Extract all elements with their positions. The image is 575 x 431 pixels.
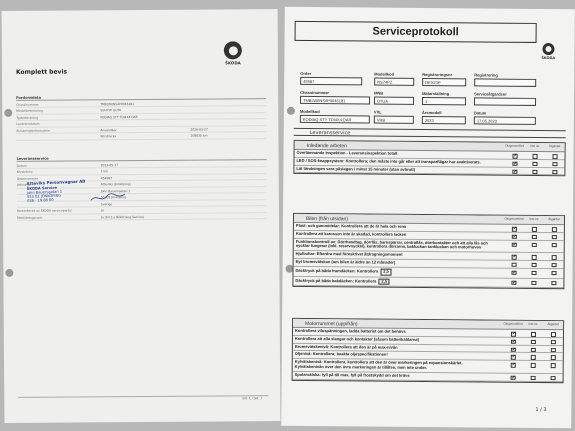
info-value: Användbar xyxy=(100,127,117,132)
model-code-label: Modellkod xyxy=(374,71,395,77)
col-fixed-label: Åtgärdat xyxy=(548,217,560,222)
fixed-checkbox[interactable] xyxy=(551,332,556,337)
info-value-secondary xyxy=(191,183,267,184)
not-ok-checkbox[interactable] xyxy=(531,340,536,345)
info-key: Körsträcka xyxy=(16,169,33,174)
info-key: Ordernummer xyxy=(16,176,38,181)
brand-wordmark: ŠKODA xyxy=(541,55,556,61)
fixed-checkbox[interactable] xyxy=(552,162,557,167)
skoda-logo xyxy=(541,43,555,60)
fixed-checkbox[interactable] xyxy=(551,348,556,353)
info-value-secondary xyxy=(191,209,267,210)
not-ok-checkbox[interactable] xyxy=(531,376,536,381)
punch-hole xyxy=(5,269,13,277)
info-value: Sverige xyxy=(100,201,113,206)
fixed-checkbox[interactable] xyxy=(551,340,556,345)
info-value: 454987 xyxy=(100,175,113,180)
stamp-line: John Bauersgatan 1 xyxy=(26,189,63,195)
certificate-sheet xyxy=(2,9,281,423)
ok-checkbox[interactable] xyxy=(511,355,516,360)
stamp-line: ŠKODA Service xyxy=(26,185,57,191)
section-title: Inledande arbeten xyxy=(306,142,347,150)
item-text: Däcktryck på båda framdäcken: Kontrollera 2,5 xyxy=(295,268,491,277)
not-ok-checkbox[interactable] xyxy=(533,154,538,159)
info-row xyxy=(16,133,266,141)
skoda-logo-icon xyxy=(542,43,554,55)
fixed-checkbox[interactable] xyxy=(552,170,557,175)
info-value: KODIAQ STY TDI4X4 DAR xyxy=(100,114,138,119)
checklist-section xyxy=(292,318,565,383)
model-label: Modellkod xyxy=(299,108,320,115)
fixed-checkbox[interactable] xyxy=(552,227,557,232)
model-year-value: 2023 xyxy=(422,116,466,124)
stamp-line: Atteviks Personvagnar AB xyxy=(26,178,86,187)
col-ok-label: Ok/genomförd xyxy=(503,321,523,326)
info-value-secondary xyxy=(191,164,267,165)
item-text: Kontrollera att karossen inte är skadad, kontrollera lacken xyxy=(295,230,407,237)
checklist-section xyxy=(292,213,565,290)
signature xyxy=(89,191,129,203)
odometer-label: Mätarställning xyxy=(422,90,450,97)
fixed-checkbox[interactable] xyxy=(553,154,558,159)
skoda-logo xyxy=(224,41,242,65)
info-value: 55302 Jönköping xyxy=(100,195,127,200)
item-text: Kontrollera vilospänningen, ladda batteriet om det behövs xyxy=(294,327,406,334)
info-value-secondary xyxy=(191,177,267,178)
order-label: Order xyxy=(300,70,312,76)
info-value: SUHTYP GUTA xyxy=(100,108,122,113)
info-value: TMBLW6NS4P0046181 xyxy=(100,101,135,106)
checklist-item xyxy=(293,372,563,382)
ok-checkbox[interactable] xyxy=(513,154,518,159)
info-value: 1 km xyxy=(100,169,109,174)
fixed-checkbox[interactable] xyxy=(552,243,557,248)
fixed-checkbox[interactable] xyxy=(551,271,556,276)
not-ok-checkbox[interactable] xyxy=(531,280,536,285)
odometer-value: 1 xyxy=(422,97,466,105)
page-number: 1 / 3 xyxy=(535,406,547,414)
item-text: Oljenivå: Kontrollera; beakta oljespecifikationen! xyxy=(294,351,388,358)
checklist-item xyxy=(293,276,563,288)
gearbox-label: VXL xyxy=(373,109,382,115)
info-value-secondary xyxy=(191,196,267,197)
item-text: Byt bromsvätskan (om bilen är äldre än 12 månader) xyxy=(295,258,396,265)
reg-number-label: Registreringsnr xyxy=(422,71,453,78)
service-action-label: Serviceåtgärdsnr xyxy=(474,91,507,97)
registration-value xyxy=(474,78,536,87)
model-code-value: NS74PZ xyxy=(374,78,414,86)
item-text: Kontrollera att alla slangar och kontakter (såsom batterikablarna) xyxy=(294,335,420,342)
item-text: Överlämnande inspektion - Leveransinspektion totalt xyxy=(296,149,398,156)
gearbox-value: VRB xyxy=(374,116,414,124)
model-year-label: Årsmodell xyxy=(421,109,442,116)
section-title: Bilen (från utsidan) xyxy=(305,215,348,223)
date-label: Datum xyxy=(473,110,487,116)
order-value: 45587 xyxy=(300,77,362,86)
model-value: KODIAQ STY TDI4X4 DAR xyxy=(300,115,370,124)
service-type-bar xyxy=(294,128,566,138)
col-notok-label: Inte ok xyxy=(528,321,538,326)
col-notok-label: Inte ok xyxy=(530,143,540,148)
ok-checkbox[interactable] xyxy=(511,340,516,345)
info-value: Ja xyxy=(100,208,104,213)
ok-checkbox[interactable] xyxy=(512,235,517,240)
dealer-stamp xyxy=(26,179,97,203)
tire-pressure-value: 2,5 xyxy=(378,278,390,285)
not-ok-checkbox[interactable] xyxy=(532,263,537,268)
item-text: Plast- och gummidelar: Kontrollera att de är hela och rena xyxy=(295,222,407,229)
reg-number-value: DEX23P xyxy=(422,78,466,86)
not-ok-checkbox[interactable] xyxy=(532,162,537,167)
mnb-label: MNB xyxy=(374,90,384,96)
info-key: Chassinummer xyxy=(16,102,39,107)
info-value-secondary xyxy=(191,203,267,204)
ok-checkbox[interactable] xyxy=(512,255,517,260)
chassis-label: Chassinummer xyxy=(300,89,330,96)
vehicle-header xyxy=(294,71,566,129)
ok-checkbox[interactable] xyxy=(511,280,516,285)
not-ok-checkbox[interactable] xyxy=(532,271,537,276)
not-ok-checkbox[interactable] xyxy=(532,243,537,248)
skoda-logo-icon xyxy=(224,41,242,59)
checklist-section xyxy=(293,140,565,177)
col-fixed-label: Åtgärdat xyxy=(548,144,561,149)
service-action-value xyxy=(474,97,536,106)
item-text: Däcktryck på båda bakdäcken: Kontrollera 2,5 xyxy=(295,277,491,286)
info-value-secondary xyxy=(191,216,267,217)
ok-checkbox[interactable] xyxy=(511,332,516,337)
col-ok-label: Ok/genomförd xyxy=(504,216,524,221)
stamp-line: 553 02 JÖNKÖPING xyxy=(26,193,62,199)
col-notok-label: Inte ok xyxy=(529,216,539,221)
date-value: 17.05.2023 xyxy=(474,116,536,125)
info-value xyxy=(100,123,190,124)
not-ok-checkbox[interactable] xyxy=(532,227,537,232)
checklist-item xyxy=(294,165,564,175)
fixed-checkbox[interactable] xyxy=(552,255,557,260)
item-text: Kylvätskenivå: Kontrollera, kontrollera att den är över markeringen på expansionskärlet. Kylvätskenivån över den övre markeringen är tillåten, men inte under. xyxy=(294,359,463,370)
not-ok-checkbox[interactable] xyxy=(531,363,536,368)
item-text: Bromsvätskenivå: Kontrollera att den är på max-nivån xyxy=(294,343,398,350)
info-key: Utförd av xyxy=(16,182,31,187)
fixed-checkbox[interactable] xyxy=(552,263,557,268)
ok-checkbox[interactable] xyxy=(511,347,516,352)
info-key: Leveransdatum xyxy=(16,121,40,126)
info-value: Körsträcka xyxy=(100,134,117,139)
info-value: John Bauersgatan 1 xyxy=(100,188,131,193)
info-key xyxy=(17,204,101,205)
chassis-value: TMBLW6NS4P0046181 xyxy=(300,96,370,105)
item-text: LED / SOS-knappsystem: Kontrollera; den måste inte går eller att transparflågar har avaktiverats. xyxy=(296,157,481,165)
info-value-secondary xyxy=(191,170,267,171)
ok-checkbox[interactable] xyxy=(512,162,517,167)
not-ok-checkbox[interactable] xyxy=(532,170,537,175)
stamp-line: 036 - 19 88 00 xyxy=(27,197,54,203)
service-section-title: Leveransservice xyxy=(17,155,267,162)
info-value-secondary xyxy=(191,190,267,191)
registration-label: Registrering xyxy=(474,72,498,78)
item-text: Spolarvätska: fyll på till max, fyll på frostskydd om det krävs xyxy=(294,371,410,378)
service-protocol-sheet xyxy=(281,7,575,429)
item-text: Funktionskontroll av: Dörrhandtag, dörrlås, barnspärrar, centrallås, dörrkontakter och att alla lås och nycklar fungerar (inkl. reservnyckel), kontrollera dörrarna, bakluckan tankluckan och motorhuven xyxy=(295,238,488,250)
protocol-title: Serviceprotokoll xyxy=(295,21,537,43)
certificate-title: Komplett bevis xyxy=(15,68,68,76)
not-ok-checkbox[interactable] xyxy=(531,332,536,337)
item-text: Hjulbultar: Efterdra med föreskrivet åtdragningsmoment xyxy=(295,251,403,257)
service-type-label: Leveransservice xyxy=(309,129,351,137)
ok-checkbox[interactable] xyxy=(512,227,517,232)
info-value-secondary xyxy=(190,109,266,110)
info-value-secondary xyxy=(190,122,266,123)
ok-checkbox[interactable] xyxy=(511,363,516,368)
info-value: Ja (till 1:a Bilkörning Service) xyxy=(100,214,145,219)
info-value: 2023-05-17 xyxy=(100,162,119,167)
page-number: Sid. 1 / Sid. 1 xyxy=(242,396,263,401)
item-text: Lät tändningen vara påslagen i minst 15 minuter (utan avbrott) xyxy=(296,165,416,172)
fixed-checkbox[interactable] xyxy=(551,281,556,286)
not-ok-checkbox[interactable] xyxy=(531,355,536,360)
vehicle-section-title: Fordonsdata xyxy=(16,94,266,101)
info-row xyxy=(17,213,267,221)
not-ok-checkbox[interactable] xyxy=(532,255,537,260)
not-ok-checkbox[interactable] xyxy=(532,235,537,240)
punch-hole xyxy=(4,109,12,117)
info-value-secondary: 2026-03-27 xyxy=(190,127,208,132)
info-key: Avläsningsinformation xyxy=(16,128,50,133)
col-ok-label: Ok/genomförd xyxy=(505,143,525,148)
ok-checkbox[interactable] xyxy=(512,169,517,174)
fixed-checkbox[interactable] xyxy=(551,376,556,381)
tire-pressure-value: 2,5 xyxy=(380,268,392,275)
fixed-checkbox[interactable] xyxy=(552,235,557,240)
mnb-value: DTUA xyxy=(374,97,414,105)
info-value-secondary xyxy=(190,116,266,117)
info-key: Mobilitetsgaranti xyxy=(16,215,43,220)
info-value-secondary: 108830 km xyxy=(190,133,208,138)
info-value-secondary xyxy=(190,103,266,104)
fixed-checkbox[interactable] xyxy=(551,355,556,360)
fixed-checkbox[interactable] xyxy=(551,363,556,368)
info-value: Atteviks (Jönköping) xyxy=(100,182,131,187)
not-ok-checkbox[interactable] xyxy=(531,347,536,352)
ok-checkbox[interactable] xyxy=(512,263,517,268)
ok-checkbox[interactable] xyxy=(511,376,516,381)
col-fixed-label: Åtgärdat xyxy=(547,322,559,327)
info-key: Kontrollerad av ŠKODA serviceportal xyxy=(16,208,72,213)
info-key: Datum xyxy=(16,163,27,168)
info-key xyxy=(16,136,100,137)
info-key: Typbeteckning xyxy=(16,115,39,120)
info-key: Modellbeteckning xyxy=(16,108,43,113)
ok-checkbox[interactable] xyxy=(512,242,517,247)
section-title: Motorrummet (uppifrån) xyxy=(305,320,358,328)
ok-checkbox[interactable] xyxy=(512,271,517,276)
brand-wordmark: ŠKODA xyxy=(225,60,241,66)
